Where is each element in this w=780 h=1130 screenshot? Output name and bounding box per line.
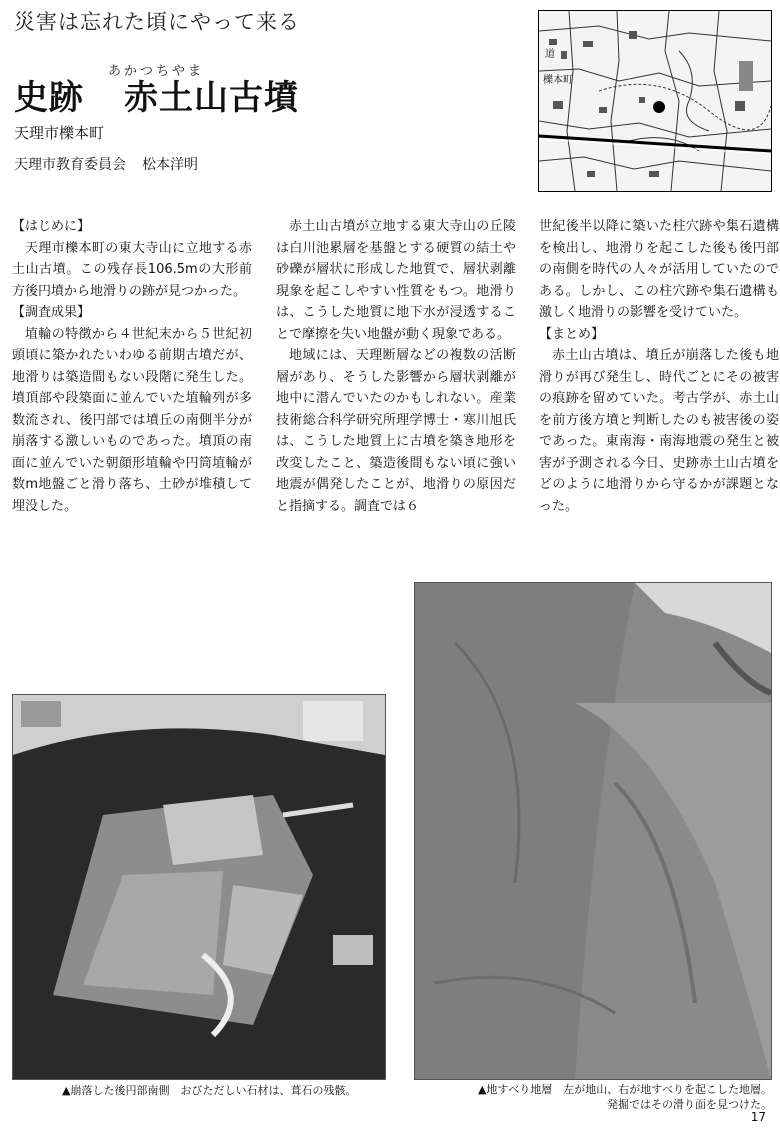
author-org: 天理市教育委員会	[14, 157, 126, 173]
caption-line-1: ▲地すべり地層 左が地山、右が地すべりを起こした地層。	[477, 1083, 772, 1096]
landslide-strata-photo	[414, 582, 772, 1080]
map-label-road: 道	[545, 49, 555, 60]
section-heading: 【まとめ】	[539, 326, 605, 342]
paragraph: 地域には、天理断層などの複数の活断層があり、そうした影響から層状剥離が地中に潜んでいたのかもしれない。産業技術総合科学研究所理学博士・寒川旭氏は、こうした地質上に古墳を築き地形を改変したこと、築造後間もない頃に強い地震が偶発したことが、地滑りの原因だと指摘する。調査では６	[276, 348, 516, 514]
title-prefix: 史跡	[14, 78, 84, 118]
page-title	[14, 70, 299, 119]
text-column-1	[12, 216, 252, 517]
text-column-2	[276, 216, 516, 517]
caption-line-2: 発掘ではその滑り面を見つけた。	[607, 1098, 772, 1111]
photo-caption-left: ▲崩落した後円部南側 おびただしい石材は、葺石の残骸。	[62, 1084, 357, 1097]
photo-caption-right	[428, 1082, 772, 1112]
map-graphic	[539, 11, 771, 191]
paragraph: 赤土山古墳は、墳丘が崩落した後も地滑りが再び発生し、時代ごとにその被害の痕跡を留めていた。考古学が、赤土山を前方後方墳と判断したのも被害後の姿であった。東南海・南海地震の発生と被害が予測される今日、史跡赤土山古墳をどのように地滑りから守るかが課題となった。	[539, 348, 779, 514]
page-number: 17	[750, 1110, 766, 1124]
paragraph: 天理市櫟本町の東大寺山に立地する赤土山古墳。この残存長106.5mの大形前方後円墳から地滑りの跡が見つかった。	[12, 240, 252, 299]
excavation-aerial-photo	[12, 694, 386, 1080]
site-marker	[653, 101, 665, 113]
author-line	[14, 154, 198, 174]
series-title: 災害は忘れた頃にやって来る	[14, 10, 300, 34]
location-map	[538, 10, 772, 192]
paragraph: 赤土山古墳が立地する東大寺山の丘陵は白川池累層を基盤とする硬質の結土や砂礫が層状に形成した地質で、層状剥離現象を起こしやすい性質をもつ。地滑りは、こうした地質に地下水が浸透することで摩擦を失い地盤が動く現象である。	[276, 219, 516, 342]
section-heading: 【はじめに】	[12, 219, 91, 234]
title-furigana: あかつちやま	[108, 64, 205, 79]
paragraph: 埴輪の特徴から４世紀末から５世紀初頭頃に築かれたいわゆる前期古墳だが、地滑りは築造間もない段階に発生した。墳頂部や段築面に並んでいた埴輪列が多数流され、後円部では墳丘の南側半分が崩落する激しいものであった。墳頂の南面に並んでいた朝顔形埴輪や円筒埴輪が数m地盤ごと滑り落ち、土砂が堆積して埋没した。	[12, 326, 252, 514]
paragraph-continued: 世紀後半以降に築いた柱穴跡や集石遺構を検出し、地滑りを起こした後も後円部の南側を時代の人々が活用していたのである。しかし、この柱穴跡や集石遺構も激しく地滑りの影響を受けていた。	[539, 219, 779, 320]
location: 天理市櫟本町	[14, 124, 105, 142]
author-name: 松本洋明	[142, 157, 198, 173]
section-heading: 【調査成果】	[12, 305, 91, 320]
map-label-town: 櫟本町	[543, 75, 573, 86]
title-name: 赤土山古墳	[124, 78, 299, 118]
text-column-3	[539, 216, 779, 517]
